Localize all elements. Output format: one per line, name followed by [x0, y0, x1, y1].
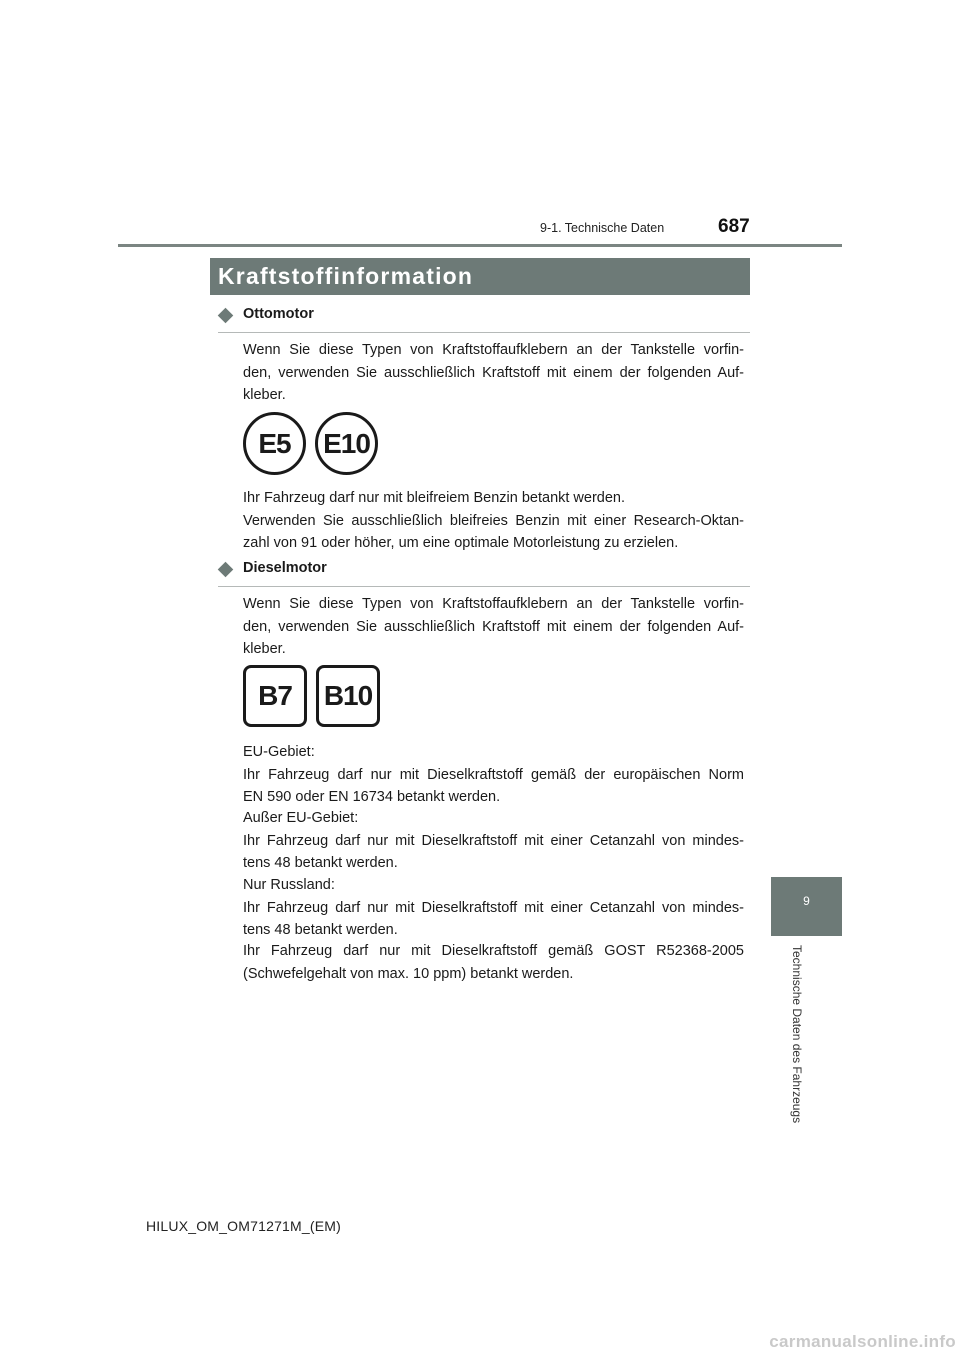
- header-divider: [118, 244, 842, 247]
- region-label: Nur Russland:: [243, 877, 335, 893]
- text-line: Ihr Fahrzeug darf nur mit Dieselkraftstoff mit einer Cetanzahl von mindes-: [243, 832, 744, 849]
- header-section-title: 9-1. Technische Daten: [540, 221, 665, 235]
- section-title-bar: [210, 258, 750, 295]
- text-line: Ihr Fahrzeug darf nur mit Dieselkraftstoff gemäß GOST R52368-2005: [243, 943, 744, 959]
- text-line: Ihr Fahrzeug darf nur mit Dieselkraftstoff mit einer Cetanzahl von mindes-: [243, 899, 744, 916]
- fuel-label-e10: E10: [315, 412, 378, 475]
- text-line: kleber.: [243, 387, 286, 403]
- section-title: Kraftstoffinformation: [218, 263, 474, 289]
- page-number: 687: [718, 216, 750, 237]
- text-line: kleber.: [243, 641, 286, 657]
- chapter-number: 9: [803, 894, 810, 908]
- fuel-label-e5: E5: [243, 412, 306, 475]
- subheading-diesel: [218, 560, 750, 587]
- subheading-diesel-label: Dieselmotor: [243, 560, 327, 576]
- fuel-label-b10: B10: [316, 665, 380, 727]
- text-line: Ihr Fahrzeug darf nur mit Dieselkraftstoff gemäß der europäischen Norm: [243, 766, 744, 783]
- diesel-non-eu-block: [243, 807, 744, 875]
- diesel-labels: [243, 665, 380, 727]
- chapter-label: Technische Daten des Fahrzeugs: [790, 945, 804, 1124]
- text-line: den, verwenden Sie ausschließlich Kraftstoff mit einem der folgenden Auf-: [243, 618, 744, 635]
- text-line: tens 48 betankt werden.: [243, 922, 398, 938]
- text-line: Wenn Sie diese Typen von Kraftstoffaufklebern an der Tankstelle vorfin-: [243, 596, 744, 612]
- diamond-bullet-icon: [218, 562, 234, 578]
- diesel-eu-block: [243, 741, 744, 809]
- gasoline-note: [243, 487, 744, 555]
- watermark: carmanualsonline.info: [769, 1332, 956, 1351]
- region-label: Außer EU-Gebiet:: [243, 810, 359, 826]
- document-code: HILUX_OM_OM71271M_(EM): [146, 1218, 342, 1234]
- text-line: Ihr Fahrzeug darf nur mit bleifreiem Benzin betankt werden.: [243, 490, 626, 506]
- subheading-gasoline: [218, 306, 750, 333]
- text-line: (Schwefelgehalt von max. 10 ppm) betankt werden.: [243, 965, 574, 982]
- gasoline-labels: [243, 412, 378, 475]
- text-line: EN 590 oder EN 16734 betankt werden.: [243, 789, 501, 805]
- text-line: Verwenden Sie ausschließlich bleifreies Benzin mit einer Research-Oktan-: [243, 512, 744, 529]
- text-line: zahl von 91 oder höher, um eine optimale Motorleistung zu erzielen.: [243, 535, 679, 551]
- text-line: den, verwenden Sie ausschließlich Kraftstoff mit einem der folgenden Auf-: [243, 364, 744, 381]
- region-label: EU-Gebiet:: [243, 744, 315, 760]
- diesel-russia-block: [243, 874, 744, 942]
- fuel-label-b7: B7: [243, 665, 307, 727]
- diamond-bullet-icon: [218, 308, 234, 324]
- diesel-gost-block: [243, 940, 744, 985]
- chapter-tab: [771, 877, 842, 936]
- subheading-gasoline-label: Ottomotor: [243, 306, 314, 322]
- text-line: tens 48 betankt werden.: [243, 855, 398, 871]
- gasoline-intro: [243, 339, 744, 407]
- diesel-intro: [243, 593, 744, 661]
- text-line: Wenn Sie diese Typen von Kraftstoffaufklebern an der Tankstelle vorfin-: [243, 342, 744, 358]
